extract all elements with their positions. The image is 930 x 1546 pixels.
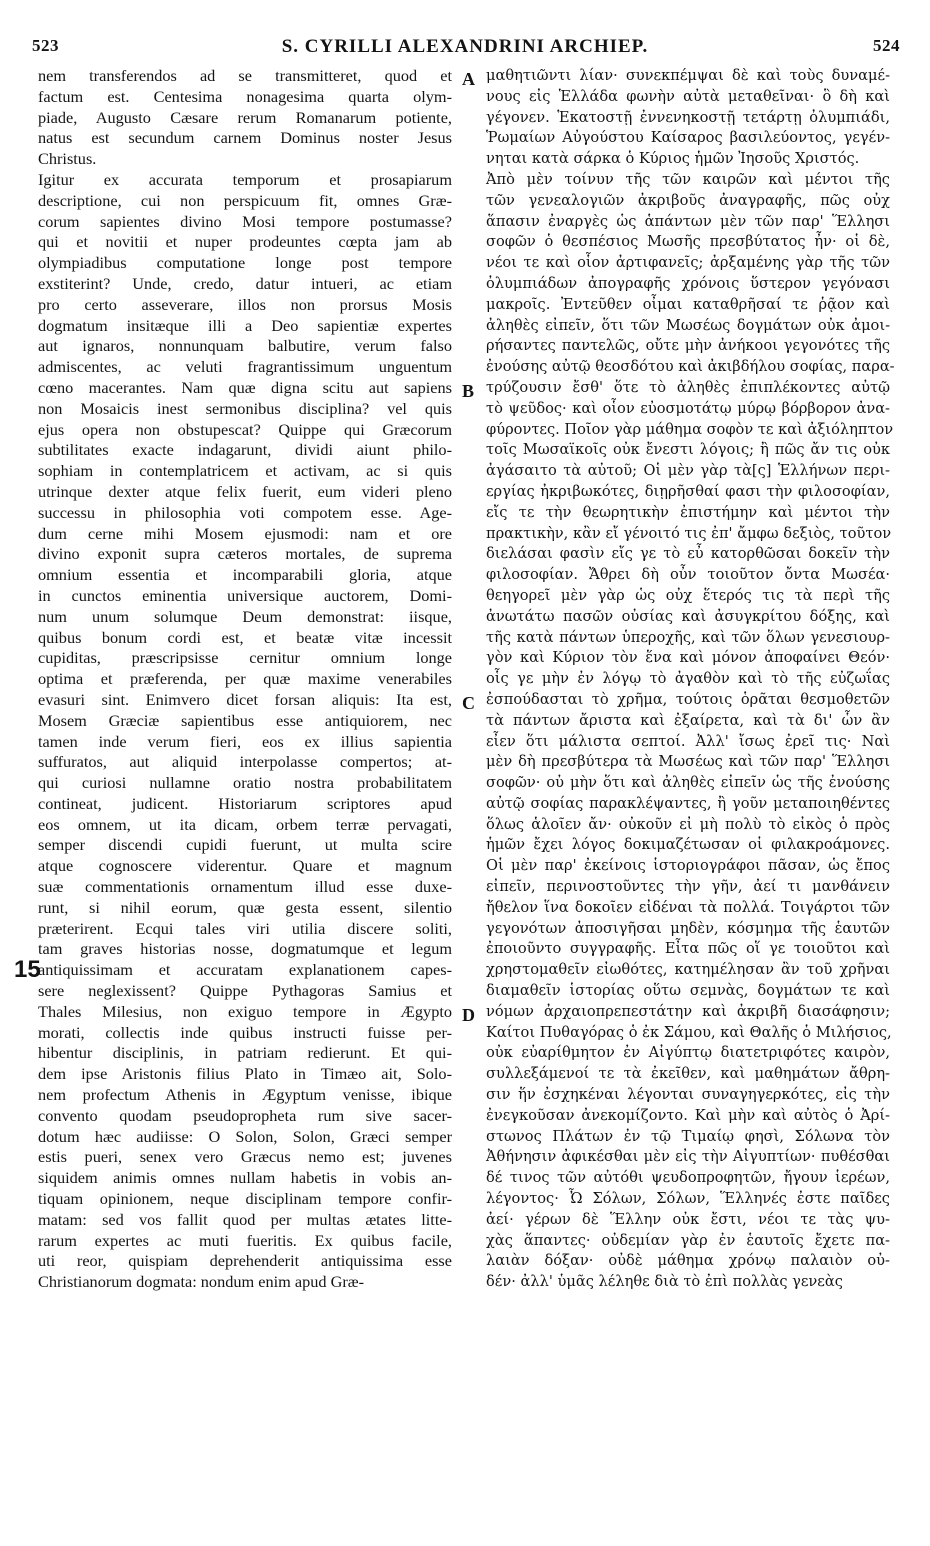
latin-text-line: utrinque dexter atque felix fuerit, eum videri pleno	[38, 481, 452, 501]
greek-text-line: νέοι τε καὶ οἷον ἀρτιφανεῖς; ἀρξαμένης γὰρ τῆς τῶν	[486, 254, 890, 272]
greek-text-line: τῆς κατὰ πάντων ὑπεροχῆς, καὶ τῶν ὅλων γενεσιουρ-	[486, 628, 890, 646]
latin-text-line: corum sapientes divino Mosi tempore postumasse?	[38, 211, 452, 231]
latin-text-line: exstiterint? Unde, credo, datur intueri, ac etiam	[38, 273, 452, 293]
page-number-left: 523	[32, 36, 59, 55]
greek-text-line: ἀνωτάτω πασῶν οὐσίας καὶ ἀσυγκρίτου δόξης, καὶ	[486, 607, 890, 625]
greek-text-line: τοῖς Μωσαϊκοῖς οὐκ ἔνεστι λόγοις; ἢ πῶς ἄν τις οὐκ	[486, 441, 890, 459]
greek-text-line: θεηγορεῖ μὲν γὰρ ὡς οὐχ ἕτερός τις τὰ περὶ τῆς	[486, 586, 890, 604]
latin-text-line: præterirent. Ecqui tales viri utilia discere soliti,	[38, 918, 452, 938]
greek-column	[486, 66, 895, 1293]
latin-text-line: dum cerne mihi Mosem ejusmodi: nam et ore	[38, 523, 452, 543]
latin-text-line: estis pueri, senex vero Græcus nemo est; juvenes	[38, 1147, 452, 1167]
greek-text-line: μαθητιῶντι λίαν· συνεκπέμψαι δὲ καὶ τοὺς δυναμέ-	[486, 67, 890, 84]
latin-text-line: aut ignaros, nonnunquam balbutire, verum falso	[38, 336, 452, 356]
greek-text-line: οἷς γε μὴν ἐν λόγῳ τὸ ἀγαθὸν καὶ τὸ τῆς εὐζωΐας	[486, 670, 890, 688]
greek-text-line: τρύζουσιν ἔσθ' ὅτε τὸ ἀληθὲς ἐπιπλέκοντες αὐτῷ	[486, 378, 890, 396]
latin-text-line: Thales Milesius, non exiguo tempore in Ægypto	[38, 1001, 452, 1021]
greek-text-line: μακροῖς. Ἐντεῦθεν οἶμαι καταθρῆσαί τε ῥᾷον καὶ	[486, 295, 890, 313]
greek-text-line: Καίτοι Πυθαγόρας ὁ ἐκ Σάμου, καὶ Θαλῆς ὁ Μιλήσιος,	[486, 1023, 892, 1041]
greek-text-line: γὸν καὶ Κύριον τὸν ἕνα καὶ μόνον ἀποφαίνει Θεόν·	[486, 649, 890, 667]
greek-text-line: νόμων ἀρχαιοπρεπεστάτην καὶ ἀκριβῆ διασάφησιν;	[486, 1002, 890, 1020]
greek-text-line: Ἀθήνησιν ἀφικέσθαι μὲν εἰς τὴν Αἰγυπτίων· πυθέσθαι	[486, 1148, 890, 1166]
latin-text-line: admiscentes, ac veluti fragrantissimum unguentum	[38, 357, 452, 377]
greek-text-line: Ῥωμαίων Αὐγούστου Καίσαρος βασιλεύοντος, γεγέν-	[486, 129, 890, 147]
latin-text-line: cœno macerantes. Nam quæ digna scitu aut sapiens	[38, 377, 452, 397]
greek-text-line: διελάσαι φασὶν εἴς γε τὸ εὖ κατορθῶσαι δοκεῖν τὴν	[486, 545, 890, 563]
greek-text-line: ἀγάσαιτο τὰ αὐτοῦ; Οἱ μὲν γὰρ τὰ[ς] Ἑλλήνων περι-	[486, 462, 890, 480]
section-number: 15	[14, 956, 41, 983]
latin-text-line: optima et præferenda, per quæ maxime venerabiles	[38, 669, 452, 689]
greek-text-line: ἤθελον ἵνα δοκοῖεν εἰδέναι τὰ πολλά. Τοιγάρτοι τῶν	[486, 898, 890, 916]
greek-text-line: ἐνεγκοῦσαν ἀνεκομίζοντο. Καὶ μὴν καὶ αὐτὸς ὁ Ἀρί-	[486, 1106, 890, 1124]
greek-text-line: ρήσαντες παντελῶς, οὔτε μὴν ἀνήκοοι γεγονότες τῆς	[486, 337, 890, 355]
page-header	[30, 26, 900, 66]
greek-text-line: Ἀπὸ μὲν τοίνυν τῆς τῶν καιρῶν καὶ μέντοι τῆς	[486, 170, 890, 188]
latin-text-line: descriptione, cui non perspicuum fit, omnes Græ-	[38, 190, 452, 210]
latin-text-line: natus est secundum carnem Dominus noster Jesus	[38, 128, 452, 148]
latin-text-line: cupiditas, præscripsisse cernitur omnium longe	[38, 648, 452, 668]
latin-text-line: successu in philosophia voti compotem esse. Age-	[38, 502, 452, 522]
latin-text-line: qui curiosi nullamne oratio nostra probabilitatem	[38, 773, 452, 793]
latin-text-line: omnium essentia et incomparabili gloria, atque	[38, 565, 452, 585]
greek-text-line: εργίας ἠκριβωκότες, διῃρῆσθαί φασι τὴν φιλοσοφίαν,	[486, 482, 890, 500]
latin-text-line: rarum expertes ac muti fueritis. Ex quibus facile,	[38, 1230, 452, 1250]
latin-text-line: sere neglexissent? Quippe Pythagoras Samius et	[38, 981, 452, 1001]
greek-text-line: λέγοντος· Ὦ Σόλων, Σόλων, Ἕλληνές ἐστε παῖδες	[486, 1190, 890, 1208]
greek-text-line: διαμαθεῖν ἱστορίας οὕτω σεμνὰς, δογμάτων τε καὶ	[486, 982, 890, 1000]
latin-text-line: runt, si nihil eorum, quæ gesta essent, silentio	[38, 897, 452, 917]
greek-text-line: πρακτικὴν, κἂν εἴ γένοιτό τις ἐπ' ἄμφω δεξιὸς, τοῦτον	[486, 524, 892, 542]
greek-text-line: σοφῶν ὁ θεσπέσιος Μωσῆς πρεσβύτατος ἦν· οἱ δὲ,	[486, 233, 890, 251]
latin-text-line: Mosem Græciæ sapientibus esse antiquiorem, nec	[38, 710, 452, 730]
latin-text-line: suffuratos, aut aliquid interpolasse compertos; at-	[38, 752, 452, 772]
latin-text-line: evasuri sint. Enimvero dicet forsan aliquis: Ita est,	[38, 689, 452, 709]
latin-text-line: antiquissimam et accuratam explanationem capes-	[38, 960, 452, 980]
page-number-right: 524	[873, 36, 900, 55]
latin-text-line: atque cognoscere viderentur. Quare et magnum	[38, 856, 452, 876]
latin-text-line: tam graves historias nosse, dogmatumque et legum	[38, 939, 452, 959]
latin-text-line: uti reor, quispiam deprehenderit antiquissima esse	[38, 1251, 452, 1271]
greek-text-line: φύροντες. Ποῖον γὰρ μάθημα σοφὸν τε καὶ ἀξιόληπτον	[486, 420, 894, 438]
greek-text-line: οὐκ εὐαρίθμητον ἐν Αἰγύπτῳ διατετριφότες καιρὸν,	[486, 1044, 890, 1062]
greek-text-line: Οἱ μὲν παρ' ἐκείνοις ἱστοριογράφοι πᾶσαν, ὡς ἔπος	[486, 857, 890, 875]
latin-text-line: morati, collectis inde quibus instructi fuisse per-	[38, 1022, 452, 1042]
margin-marker-b: B	[462, 381, 475, 401]
greek-text-line: εἰπεῖν, περινοστοῦντες τὴν γῆν, ἀεί τι μανθάνειν	[486, 878, 890, 896]
greek-text-line: χὰς ἅπαντες· οὐδεμίαν γὰρ ἐν ἑαυτοῖς ἔχετε πα-	[486, 1231, 890, 1249]
greek-text-line: μὲν δὴ πρεσβύτερα τὰ Μωσέως καὶ τῶν παρ' Ἕλλησι	[486, 753, 890, 771]
latin-text-line: siquidem animis omnes nullam habetis in vobis an-	[38, 1168, 452, 1188]
greek-text-line: τὸ ψεῦδος· καὶ οἷον εὐοσμοτάτῳ μύρῳ βόρβορον ἀνα-	[486, 399, 890, 417]
latin-text-line: tamen inde verum fieri, eos ex illius sapientia	[38, 731, 452, 751]
latin-text-line: num unum solumque Deum demonstrat: iisque,	[38, 606, 452, 626]
greek-text-line: σιν ἥν ἐσχηκέναι λέγονται συναγηγερκότες, εἰς τὴν	[486, 1086, 890, 1104]
latin-text-line: dogmatum insitæque illi a Deo sapientiæ expertes	[38, 315, 452, 335]
greek-text-line: ὀλυμπιάδων ἀπογραφῆς χρόνοις ὕστερον γεγόνασι	[486, 274, 890, 292]
margin-marker-a: A	[462, 69, 475, 89]
latin-text-line: in cunctos eminentia universique auctorem, Domi-	[38, 585, 452, 605]
latin-text-line: non Mosaicis inest sermonibus disciplina? vel quis	[38, 398, 452, 418]
greek-text-line: λαιὰν δόξαν· οὐδὲ μάθημα χρόνῳ παλαιὸν οὐ-	[486, 1252, 890, 1270]
greek-text-line: χρηστομαθεῖν εἰωθότες, κατημέλησαν ἂν τοῦ χρῆναι	[486, 961, 890, 979]
latin-text-line: piade, Augusto Cæsare rerum Romanarum potiente,	[38, 107, 452, 127]
greek-text-line: δέν· ἀλλ' ὑμᾶς λέληθε διὰ τὸ ἐπὶ πολλὰς γενεὰς	[486, 1273, 843, 1291]
greek-text-line: ὅλως ἁλοῖεν ἄν· οὐκοῦν εἰ μὴ πολὺ τὸ εἰκὸς ὁ πρὸς	[486, 815, 890, 833]
greek-text-line: ἐποιοῦντο συγγραφῆς. Εἶτα πῶς οἵ γε τοιοῦτοι καὶ	[486, 940, 890, 958]
latin-text-line: suæ commentationis ornamentum illud esse duxe-	[38, 877, 452, 897]
latin-text-line: Igitur ex accurata temporum et prosapiarum	[38, 169, 452, 189]
greek-text-line: ἀληθὲς εἰπεῖν, ὅτι τῶν Μωσέως δογμάτων οὐκ ἀμοι-	[486, 316, 890, 334]
margin-marker-d: D	[462, 1005, 475, 1025]
latin-text-line: tiquam opinionem, neque disciplinam tempore confir-	[38, 1189, 452, 1209]
greek-text-line: νους εἰς Ἑλλάδα φωνὴν αὐτὰ μεταθεῖναι· ὃ δὴ καὶ	[486, 87, 890, 105]
greek-text-line: νηται κατὰ σάρκα ὁ Κύριος ἡμῶν Ἰησοῦς Χριστός.	[486, 150, 860, 168]
latin-text-line: convento quodam pseudopropheta rum sive sacer-	[38, 1105, 452, 1125]
latin-text-line: Christianorum dogmata: nondum enim apud Græ-	[38, 1272, 365, 1292]
latin-text-line: qui et novitii et nuper prodeuntes cœpta jam ab	[38, 232, 452, 252]
latin-text-line: eos omnem, ut ita dicam, orbem terræ pervagati,	[38, 814, 452, 834]
latin-text-line: subtilitates exacte indagarunt, dividi aiunt philo-	[38, 440, 452, 460]
latin-text-line: nem profectum Athenis in Ægyptum venisse, ibique	[38, 1085, 452, 1105]
greek-text-line: στωνος Πλάτων ἐν τῷ Τιμαίῳ φησὶ, Σόλωνα τὸν	[486, 1127, 890, 1145]
latin-text-line: sophiam in contemplatricem et activam, ac si quis	[38, 461, 452, 481]
latin-text-line: pro certo asseverare, illos non prorsus Mosis	[38, 294, 452, 314]
greek-text-line: συλλεξάμενοί τε τὰ ἐκεῖθεν, καὶ μαθημάτων ἄθρη-	[486, 1065, 890, 1083]
latin-text-line: divino exponit supra cæteros mortales, de suprema	[38, 544, 452, 564]
latin-text-line: Christus.	[38, 149, 97, 169]
greek-text-line: ἡμῶν ἔχει λόγος δοκιμαζέτωσαν οἱ φιλακροάμονες.	[486, 836, 890, 854]
latin-text-line: olympiadibus computatione longe post tempore	[38, 253, 452, 273]
running-title: S. CYRILLI ALEXANDRINI ARCHIEP.	[281, 36, 649, 57]
latin-text-line: factum est. Centesima nonagesima quarta olym-	[38, 86, 452, 106]
greek-text-line: ἐσπούδασται τὸ χρῆμα, τούτοις ὁρᾶται θεσμοθετῶν	[486, 690, 890, 708]
latin-text-line: quibus bonum cordi est, et beatæ vitæ incessit	[38, 627, 452, 647]
latin-text-line: contineat, judicent. Historiarum scriptores apud	[38, 793, 452, 813]
greek-text-line: γεγονότων ἀποσιγῆσαι μηδὲν, κόσμημα τῆς ἑαυτῶν	[486, 919, 890, 937]
latin-column	[38, 66, 452, 1293]
latin-text-line: semper discendi cupidi fuerunt, ut multa scire	[38, 835, 452, 855]
greek-text-line: τῶν γενεαλογιῶν ἀκριβοῦς ἀναγραφῆς, πῶς οὐχ	[486, 191, 890, 209]
latin-text-line: matam: sed vos fallit quod per multas ætates litte-	[38, 1209, 452, 1229]
latin-text-line: nem transferendos ad se transmitteret, quod et	[38, 66, 452, 85]
greek-text-line: ἀεί· γέρων δὲ Ἕλλην οὐκ ἔστι, νέοι τε τὰς ψυ-	[486, 1210, 890, 1228]
latin-text-line: dotum hæc audiisse: O Solon, Solon, Græci semper	[38, 1126, 452, 1146]
greek-text-line: τὰ πάντων ἄριστα καὶ ἐξαίρετα, καὶ τὰ δι' ὧν ἂν	[486, 711, 890, 729]
latin-text-line: hibentur disciplinis, in patriam redierunt. Et qui-	[38, 1043, 452, 1063]
greek-text-line: εἶεν ὅτι μάλιστα σεπτοί. Ἀλλ' ἴσως ἐρεῖ τις· Ναὶ	[486, 732, 890, 750]
greek-text-line: γέγονεν. Ἑκατοστῇ ἐννενηκοστῇ τετάρτῃ ὀλυμπιάδι,	[486, 108, 890, 126]
latin-text-line: dem ipse Aristonis filius Plato in Timæo ait, Solo-	[38, 1064, 452, 1084]
margin-marker-c: C	[462, 693, 475, 713]
greek-text-line: δέ τινος τῶν αὐτόθι ψευδοπροφητῶν, ἤγουν ἱερέων,	[486, 1169, 890, 1187]
greek-text-line: φιλοσοφίαν. Ἄθρει δὴ οὖν τοιοῦτον ὄντα Μωσέα·	[486, 566, 890, 584]
greek-text-line: σοφῶν· οὐ μὴν ὅτι καὶ ἀληθὲς εἰπεῖν ὡς τῆς ἐνούσης	[486, 774, 890, 792]
latin-text-line: ejus opera non obstupescat? Quippe qui Græcorum	[38, 419, 452, 439]
greek-text-line: ἅπασιν ἐναργὲς ὡς ἁπάντων μὲν τῶν παρ' Ἕλλησι	[486, 212, 890, 230]
greek-text-line: ἐνούσης αὐτῷ θεοσδότου καὶ ἀκιβδήλου σοφίας, παρα-	[486, 358, 895, 376]
greek-text-line: αὐτῷ σοφίας παρακλέψαντες, ἢ γοῦν μεταποιηθέντες	[486, 794, 890, 812]
greek-text-line: εἴς τε τὴν θεωρητικὴν ἐπιστήμην καὶ μέντοι τὴν	[486, 503, 890, 521]
